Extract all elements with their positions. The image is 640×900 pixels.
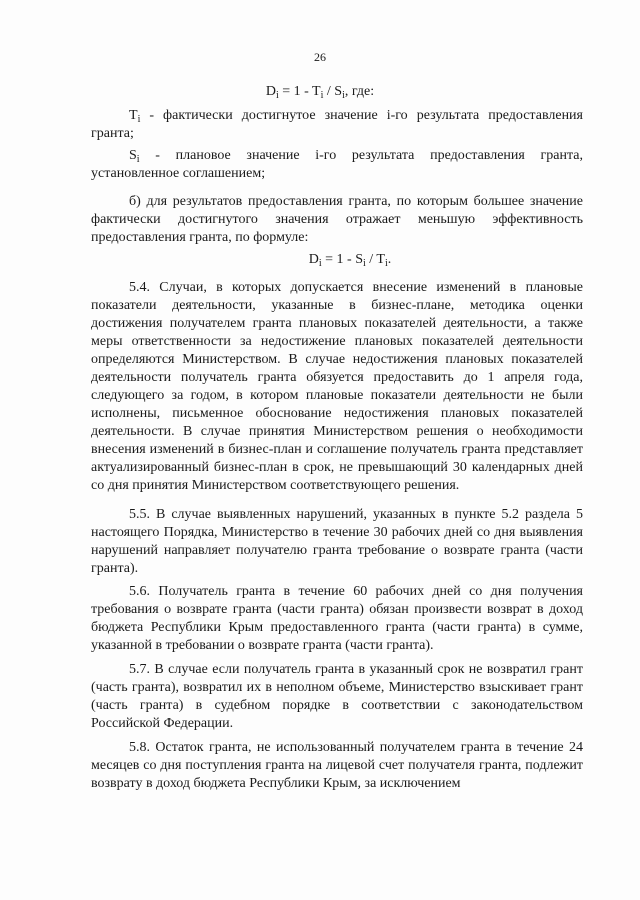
formula-part: = 1 - S [321,252,363,267]
formula-subscript: i [342,90,345,101]
formula-subscript: i [384,258,388,269]
formula-part: . [387,252,392,267]
formula-part: = 1 - T [278,84,321,99]
paragraph-5-6: 5.6. Получатель гранта в течение 60 рабочих дней со дня получения требования о возврате гранта (части гранта) обязан произвести возврат в доход бюджета Республики Крым предоставленного гранта (части гранта) в сумме, указанной в требовании о возврате гранта (части гранта). [91,584,583,653]
definition-subscript: i [137,114,141,125]
definition-symbol: S [129,148,137,163]
formula-subscript: i [320,90,324,101]
definition-subscript: i [136,154,140,165]
paragraph-5-4: 5.4. Случаи, в которых допускается внесение изменений в плановые показатели деятельности, указанные в бизнес-плане, методика оценки достижения получателем гранта плановых показателей деятельности, а также меры ответственности за недостижение плановых показателей деятельности определяются Министерством. В случае недостижения плановых показателей деятельности получатель гранта обязуется предоставить до 1 апреля года, следующего за годом, в котором плановые показатели деятельности не были исполнены, письменное обоснование недостижения плановых показателей деятельности. В случае принятия Министерством решения о необходимости внесения изменений в бизнес-план и соглашение получатель гранта представляет актуализированный бизнес-план в срок, не превышающий 30 календарных дней со дня принятия Министерством соответствующего решения. [91,280,583,493]
item-b-paragraph: б) для результатов предоставления гранта, по которым большее значение фактически достигнутого значения отражает меньшую эффективность предоставления гранта, по формуле: [91,194,583,245]
paragraph-5-8: 5.8. Остаток гранта, не использованный получателем гранта в течение 24 месяцев со дня поступления гранта на лицевой счет получателя гранта, подлежит возврату в доход бюджета Республики Крым, за исключением [91,740,583,791]
definition-symbol: T [129,108,138,123]
formula-subscript: i [318,258,322,269]
page-number: 26 [314,50,326,64]
definition-text: - плановое значение i-го результата предоставления гранта, установленное соглашением; [91,148,583,181]
formula-symbol: D [265,84,276,99]
formula-subscript: i [275,90,279,101]
formula-part: / S [323,84,343,99]
paragraph-5-5: 5.5. В случае выявленных нарушений, указанных в пункте 5.2 раздела 5 настоящего Порядка, Министерство в течение 30 рабочих дней со дня выявления нарушений направляет получателю гранта требование о возврате гранта (части гранта). [91,507,583,576]
paragraph-5-7: 5.7. В случае если получатель гранта в указанный срок не возвратил грант (часть гранта), возвратил их в неполном объеме, Министерство взыскивает грант (часть гранта) в судебном порядке в соответствии с законодательством Российской Федерации. [91,662,583,731]
formula-di-second [0,251,640,269]
formula-symbol: D [308,252,319,267]
formula-di-first [0,83,640,101]
formula-subscript: i [362,258,366,269]
definition-ti [91,107,583,143]
definition-si [91,147,583,183]
formula-part: / T [365,252,385,267]
formula-part: , где: [344,84,375,99]
definition-text: - фактически достигнутое значение i-го результата предоставления гранта; [91,108,583,141]
